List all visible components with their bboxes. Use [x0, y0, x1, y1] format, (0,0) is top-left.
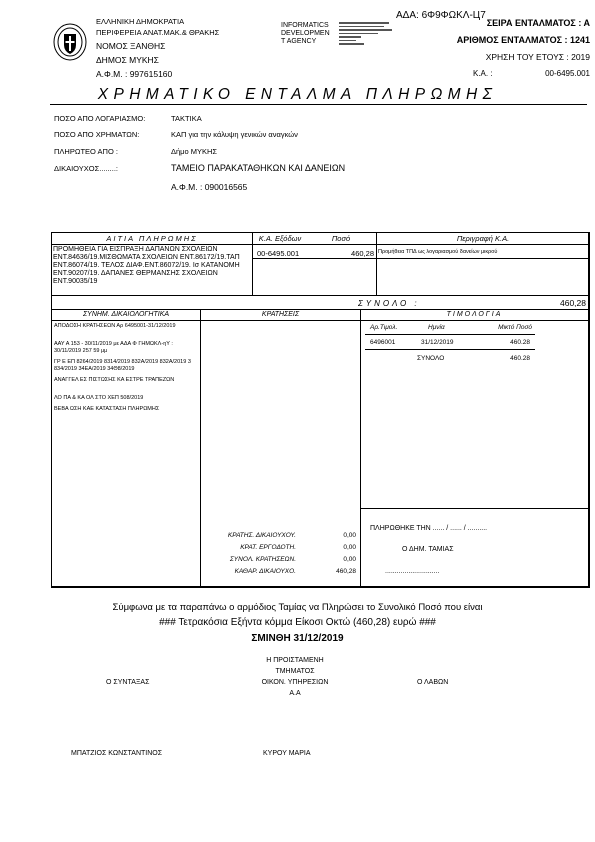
info-label: ΔΙΚΑΙΟΥΧΟΣ........: — [54, 164, 119, 173]
info-label: ΠΟΣΟ ΑΠΟ ΧΡΗΜΑΤΩΝ: — [54, 130, 140, 139]
total-label: ΣΥΝΟΛΟ : — [358, 299, 420, 308]
head-title: ΤΜΗΜΑΤΟΣ — [275, 668, 315, 675]
composer-name: ΜΠΑΤΖΙΟΣ ΚΩΝΣΤΑΝΤΙΝΟΣ — [71, 750, 163, 757]
vendor-line: DEVELOPMEN — [281, 30, 330, 37]
ka-description: Προμήθεια ΤΠΔ ως λογαριασμού δανείων μικρού — [378, 249, 498, 255]
issuer-line: ΝΟΜΟΣ ΞΑΝΘΗΣ — [96, 41, 166, 51]
header-retentions: ΚΡΑΤΗΣΕΙΣ — [261, 311, 300, 318]
issue-date: ΣΜΙΝΘΗ 31/12/2019 — [251, 633, 344, 644]
paid-on-line: ΠΛΗΡΩΘΗΚΕ ΤΗΝ ...... / ...... / .......... — [370, 525, 488, 532]
info-label: ΠΟΣΟ ΑΠΟ ΛΟΓΑΡΙΑΣΜΟ: — [54, 114, 146, 123]
composer-title: Ο ΣΥΝΤΑΞΑΣ — [106, 679, 150, 686]
amount-in-words: ### Τετρακόσια Εξήντα κόμμα Είκοσι Οκτώ (460,28) ευρώ ### — [159, 617, 436, 628]
fiscal-year: ΧΡΗΣΗ ΤΟΥ ΕΤΟΥΣ : 2019 — [485, 52, 590, 62]
header-reason: ΑΙΤΙΑ ΠΛΗΡΩΜΗΣ — [106, 234, 198, 243]
retention-value: 0,00 — [343, 544, 356, 551]
payment-reason: ΠΡΟΜΗΘΕΙΑ ΓΙΑ ΕΙΣΠΡΑΞΗ ΔΑΠΑΝΩΝ ΣΧΟΛΕΙΩΝ ΕΝΤ.84636/19.ΜΙΣΘΩΜΑΤΑ ΣΧΟΛΕΙΩΝ ΕΝΤ.86172/19.ΤΑΠ ΕΝΤ.86074/19. ΤΕΛΟΣ ΔΙΑΦ.ΕΝΤ.86072/19. Ισ ΚΑΤΑΝΟΜΗ ΕΝΤ.90207/19. ΔΑΠΑΝΕΣ ΘΕΡΜΑΝΣΗΣ ΣΧΟΛΕΙΩΝ ΕΝΤ.90035/19 — [53, 246, 240, 285]
issuer-line: ΕΛΛΗΝΙΚΗ ΔΗΜΟΚΡΑΤΙΑ — [96, 17, 185, 26]
head-title: ΟΙΚΟΝ. ΥΠΗΡΕΣΙΩΝ — [261, 679, 329, 686]
signature-dots: ............................ — [385, 568, 440, 575]
payment-statement: Σύμφωνα με τα παραπάνω ο αρμόδιος Ταμίας να Πληρώσει το Συνολικό Ποσό που είναι — [112, 602, 483, 613]
title-underline — [50, 104, 587, 105]
head-title: Η ΠΡΟΙΣΤΑΜΕΝΗ — [266, 657, 324, 664]
invoice-date: 31/12/2019 — [421, 339, 454, 346]
invoice-header: Ημνία — [428, 324, 445, 331]
info-value: ΤΑΚΤΙΚΑ — [171, 114, 202, 123]
retention-value: 460,28 — [336, 568, 356, 575]
retention-label: ΚΡΑΤΗΣ. ΔΙΚΑΙΟΥΧΟΥ. — [227, 532, 296, 539]
document-item: ΑΝΑΓΓΕΛ ΕΣ ΠΙΣΤΩΣΗΣ ΚΑ ΕΣΤΡΕ ΤΡΑΠΕΖΩΝ — [54, 377, 175, 383]
vendor-line: INFORMATICS — [281, 22, 329, 29]
beneficiary-name: ΤΑΜΕΙΟ ΠΑΡΑΚΑΤΑΘΗΚΩΝ ΚΑΙ ΔΑΝΕΙΩΝ — [171, 163, 346, 173]
treasurer-title: Ο ΔΗΜ. ΤΑΜΙΑΣ — [402, 546, 454, 553]
coat-of-arms-emblem — [53, 23, 87, 61]
document-item: ΑΠΟΔΟΣΗ ΚΡΑΤΗΣΕΩΝ Αρ 6495001-31/12/2019 — [54, 323, 176, 329]
header-desc: Περιγραφή Κ.Α. — [456, 234, 510, 243]
retention-value: 0,00 — [343, 556, 356, 563]
header-ka: Κ.Α. Εξόδων — [258, 234, 302, 243]
ka-value: 00-6495.001 — [545, 69, 590, 78]
invoice-header: Μικτό Ποσό — [498, 324, 532, 331]
document-item: ΑΑΥ Α 153 - 30/11/2019 με ΑΔΑ Φ ΓΗΜΩΚΛ-ηΥ : 30/11/2019 257 59 μμ — [54, 341, 173, 354]
receiver-title: Ο ΛΑΒΩΝ — [417, 679, 449, 686]
document-item: ΛΟ ΠΑ & ΚΑ ΟΛ ΣΤΟ ΧΕΠ 508/2019 — [54, 395, 144, 401]
retention-value: 0,00 — [343, 532, 356, 539]
vendor-line: T AGENCY — [281, 38, 317, 45]
invoice-amount: 460.28 — [510, 339, 530, 346]
head-title: Α.Α — [289, 690, 301, 697]
document-item: ΒΕΒΑ ΩΣΗ ΚΑΕ ΚΑΤΑΣΤΑΣΗ ΠΛΗΡΩΜΗΣ — [54, 406, 160, 412]
beneficiary-afm: Α.Φ.Μ. : 090016565 — [171, 182, 248, 192]
info-label: ΠΛΗΡΩΤΕΟ ΑΠΟ : — [54, 147, 118, 156]
document-item: ΓΡ Ε ΕΠ 8264/2019 8314/2019 832Α/2019 832Α/2019 3 834/2019 34ΕΑ/2019 34Θ8/2019 — [54, 359, 191, 372]
expense-ka: 00-6495.001 — [257, 249, 300, 258]
retention-label: ΣΥΝΟΛ. ΚΡΑΤΗΣΕΩΝ. — [229, 556, 296, 563]
ada-code: ΑΔΑ: 6Φ9ΦΩΚΛ-Ц7 — [396, 10, 486, 21]
issuer-line: ΔΗΜΟΣ ΜΥΚΗΣ — [96, 55, 159, 65]
series: ΣΕΙΡΑ ΕΝΤΑΛΜΑΤΟΣ : Α — [486, 18, 590, 28]
ka-label: Κ.Α. : — [473, 69, 493, 78]
invoice-number: 6496001 — [370, 339, 396, 346]
issuer-afm: Α.Φ.Μ. : 997615160 — [96, 69, 173, 79]
head-name: ΚΥΡΟΥ ΜΑΡΙΑ — [263, 750, 311, 757]
invoice-header: Αρ.Τιμολ. — [370, 324, 398, 331]
header-documents: ΣΥΝΗΜ. ΔΙΚΑΙΟΛΟΓΗΤΙΚΑ — [82, 311, 170, 318]
total-value: 460,28 — [560, 298, 586, 308]
order-number: ΑΡΙΘΜΟΣ ΕΝΤΑΛΜΑΤΟΣ : 1241 — [456, 35, 590, 45]
expense-amount: 460,28 — [351, 249, 374, 258]
retention-label: ΚΑΘΑΡ. ΔΙΚΑΙΟΥΧΟ. — [234, 568, 296, 575]
info-value: Δήμο ΜΥΚΗΣ — [171, 147, 218, 156]
vendor-fine-print — [339, 20, 395, 47]
retention-label: ΚΡΑΤ. ΕΡΓΟΔΟΤΗ. — [240, 544, 296, 551]
invoice-total-value: 460.28 — [510, 355, 530, 362]
invoice-total-label: ΣΥΝΟΛΟ — [417, 355, 445, 362]
issuer-line: ΠΕΡΙΦΕΡΕΙΑ ΑΝΑΤ.ΜΑΚ.& ΘΡΑΚΗΣ — [96, 28, 220, 37]
info-value: ΚΑΠ για την κάλυψη γενικών αναγκών — [171, 130, 298, 139]
header-invoices: ΤΙΜΟΛΟΓΙΑ — [446, 311, 503, 318]
page-title: ΧΡΗΜΑΤΙΚΟ ΕΝΤΑΛΜΑ ΠΛΗΡΩΜΗΣ — [97, 86, 498, 103]
header-amount: Ποσό — [331, 234, 351, 243]
